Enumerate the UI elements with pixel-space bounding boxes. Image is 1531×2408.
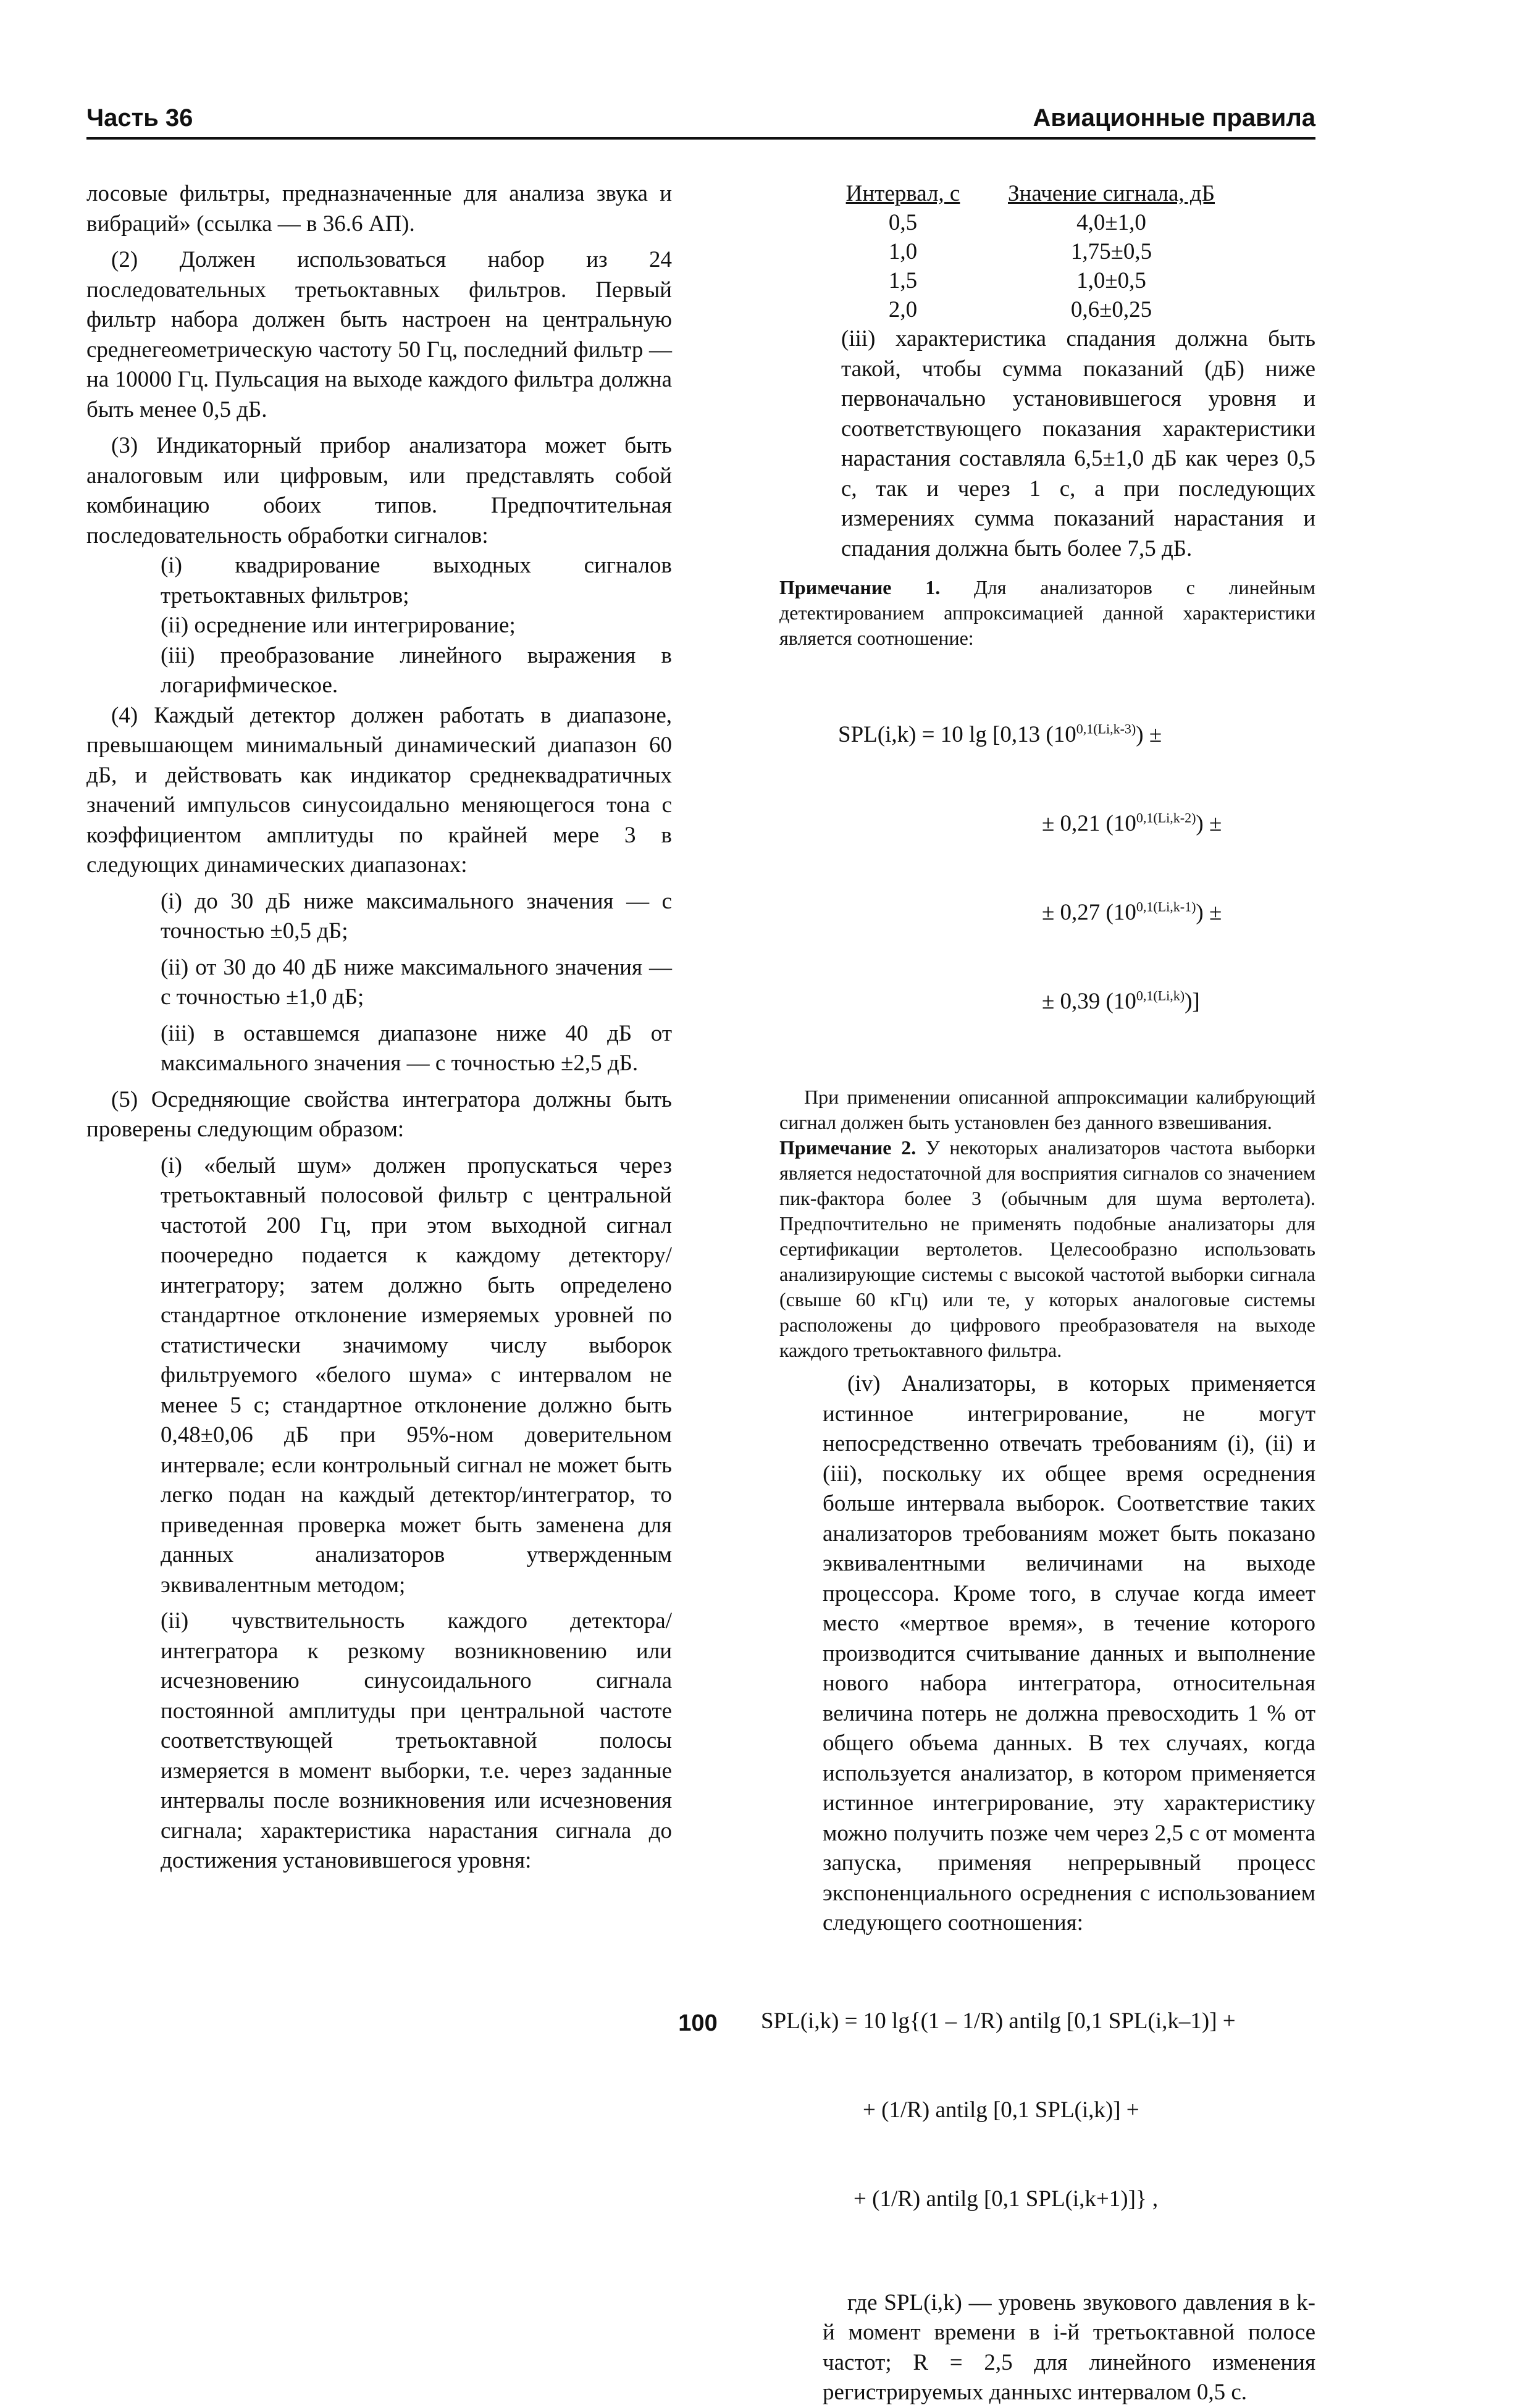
table-cell: 1,75±0,5: [1070, 239, 1152, 264]
paragraph-5-ii: (ii) чувствительность каждого детектора/интегратора к резкому возникновению или исчезновению синусоидального сигнала постоянной амплитуды при центральной частоте соответствующей третьоктавной полосы измеряется в момент выборки, т.е. через заданные интервалы после возникновения или исчезновения сигнала; характеристика нарастания сигнала до достижения установившегося уровня:: [161, 1608, 672, 1873]
table-row: [832, 295, 1249, 324]
note-2: [779, 1135, 1315, 1363]
paragraph-4-iii: (iii) в оставшемся диапазоне ниже 40 дБ от максимального значения — с точностью ±2,5 дБ.: [161, 1020, 672, 1076]
paragraph-3-i: (i) квадрирование выходных сигналов третьоктавных фильтров;: [161, 553, 672, 608]
table-header-row: [832, 179, 1249, 208]
note-2-label: Примечание 2.: [779, 1136, 917, 1159]
right-column: [761, 179, 1316, 2408]
signal-table: [832, 179, 1249, 324]
note-1-after: При применении описанной аппроксимации калибрующий сигнал должен быть установлен без данного взвешивания.: [779, 1086, 1315, 1133]
table-cell: 0,6±0,25: [1070, 297, 1152, 322]
table-cell: 4,0±1,0: [1076, 210, 1146, 235]
table-row: [832, 266, 1249, 295]
formula-2-line-3: + (1/R) antilg [0,1 SPL(i,k+1)]} ,: [854, 2186, 1159, 2212]
left-column: [86, 179, 672, 1876]
table-cell: 1,0±0,5: [1076, 268, 1146, 293]
formula-2-line-1: SPL(i,k) = 10 lg{(1 – 1/R) antilg [0,1 SPL(i,k–1)] +: [761, 2008, 1236, 2034]
paragraph-5-i: (i) «белый шум» должен пропускаться через третьоктавный полосовой фильтр с центральной частотой 200 Гц, при этом выходной сигнал поочередно подается к каждому детектору/интегратору; затем должно быть определено стандартное отклонение измеряемых уровней по статистически значимому числу выборок фильтруемого «белого шума» с интервалом не менее 5 с; стандартное отклонение должно быть 0,48±0,06 дБ при 95%-ном доверительном интервале; если контрольный сигнал не может быть легко подан на каждый детектор/интегратор, то приведенная проверка может быть заменена для данных анализаторов утвержденным эквивалентным методом;: [161, 1152, 672, 1598]
table-header-interval: Интервал, с: [845, 181, 960, 206]
paragraph-continuation: лосовые фильтры, предназначенные для анализа звука и вибраций» (ссылка — в 36.6 АП).: [86, 181, 672, 237]
formula-2-line-2: + (1/R) antilg [0,1 SPL(i,k)] +: [863, 2097, 1139, 2123]
paragraph-3: (3) Индикаторный прибор анализатора может быть аналоговым или цифровым, или представлять собой комбинацию обоих типов. Предпочтительная последовательность обработки сигналов:: [86, 433, 672, 548]
note-1: [779, 575, 1315, 651]
paragraph-4-ii: (ii) от 30 до 40 дБ ниже максимального значения — с точностью ±1,0 дБ;: [161, 954, 672, 1010]
paragraph-4: (4) Каждый детектор должен работать в диапазоне, превышающем минимальный динамический диапазон 60 дБ, и действовать как индикатор среднеквадратичных значений импульсов синусоидально меняющегося тона с коэффициентом амплитуды по крайней мере 3 в следующих динамических диапазонах:: [86, 702, 672, 878]
table-row: [832, 237, 1249, 266]
table-cell: 2,0: [888, 297, 918, 322]
formula-1-line-1: SPL(i,k) = 10 lg [0,13 $(10^{0,1(Li,k-3)})$ ±: [838, 721, 1162, 747]
table-cell: 1,5: [888, 268, 918, 293]
page-number: 100: [678, 2010, 718, 2036]
paragraph-where: где SPL(i,k) — уровень звукового давления в k-й момент времени в i-й третьоктавной полосе частот; R = 2,5 для линейного изменения регистрируемых данныхс интервалом 0,5 с.: [823, 2289, 1315, 2405]
formula-1-line-4: ± 0,39 $(10^{0,1(Li,k)})$]: [1042, 988, 1200, 1014]
paragraph-4-i: (i) до 30 дБ ниже максимального значения — с точностью ±0,5 дБ;: [161, 888, 672, 944]
note-2-text: У некоторых анализаторов частота выборки является недостаточной для восприятия сигналов со значением пик-фактора более 3 (обычным для шума вертолета). Предпочтительно не применять подобные анализаторы для сертификации вертолетов. Целесообразно использовать анализирующие системы с высокой частотой выборки сигнала (свыше 60 кГц) или те, у которых аналоговые системы расположены до цифрового преобразователя на выходе каждого третьоктавного фильтра.: [779, 1136, 1316, 1361]
table-cell: 0,5: [888, 210, 918, 235]
header-part: Часть 36: [86, 104, 193, 132]
formula-1-line-2: ± 0,21 $(10^{0,1(Li,k-2)})$ ±: [1042, 810, 1222, 836]
header-title: Авиационные правила: [1033, 104, 1315, 132]
table-row: [832, 208, 1249, 237]
note-1-label: Примечание 1.: [779, 576, 941, 598]
paragraph-3-iii: (iii) преобразование линейного выражения в логарифмическое.: [161, 642, 672, 698]
paragraph-5: (5) Осредняющие свойства интегратора должны быть проверены следующим образом:: [86, 1086, 672, 1142]
note-1-text: Для анализаторов с линейным детектированием аппроксимацией данной характеристики является соотношение:: [779, 576, 1316, 649]
formula-2: [761, 1947, 1315, 2273]
formula-1-line-3: ± 0,27 $(10^{0,1(Li,k-1)})$ ±: [1042, 899, 1222, 925]
page-header: [86, 100, 1315, 140]
table-header-value: Значение сигнала, дБ: [1008, 181, 1215, 206]
paragraph-3-ii: (ii) осреднение или интегрирование;: [161, 613, 516, 638]
paragraph-iii: (iii) характеристика спадания должна быть такой, чтобы сумма показаний (дБ) ниже первоначально установившегося уровня и соответствующего показания характеристики нарастания составляла 6,5±1,0 дБ как через 0,5 с, так и через 1 с, а при последующих измерениях сумма показаний нарастания и спадания должна быть более 7,5 дБ.: [841, 326, 1315, 561]
paragraph-iv: (iv) Анализаторы, в которых применяется истинное интегрирование, не могут непосредственно отвечать требованиям (i), (ii) и (iii), поскольку их общее время осреднения больше интервала выборок. Соответствие таких анализаторов требованиям может быть показано эквивалентными величинами на выходе процессора. Кроме того, в случае когда имеет место «мертвое время», в течение которого производится считывание данных и выполнение нового набора интегратора, относительная величина потерь не должна превосходить 1 % от общего объема данных. В тех случаях, когда используется анализатор, в котором применяется истинное интегрирование, эту характеристику можно получить позже чем через 2,5 с от момента запуска, применяя непрерывный процесс экспоненциального осреднения с использованием следующего соотношения:: [823, 1371, 1315, 1936]
formula-1: [838, 661, 1315, 1076]
table-cell: 1,0: [888, 239, 918, 264]
paragraph-2: (2) Должен использоваться набор из 24 последовательных третьоктавных фильтров. Первый фильтр набора должен быть настроен на центральную среднегеометрическую частоту 50 Гц, последний фильтр — на 10000 Гц. Пульсация на выходе каждого фильтра должна быть менее 0,5 дБ.: [86, 247, 672, 422]
